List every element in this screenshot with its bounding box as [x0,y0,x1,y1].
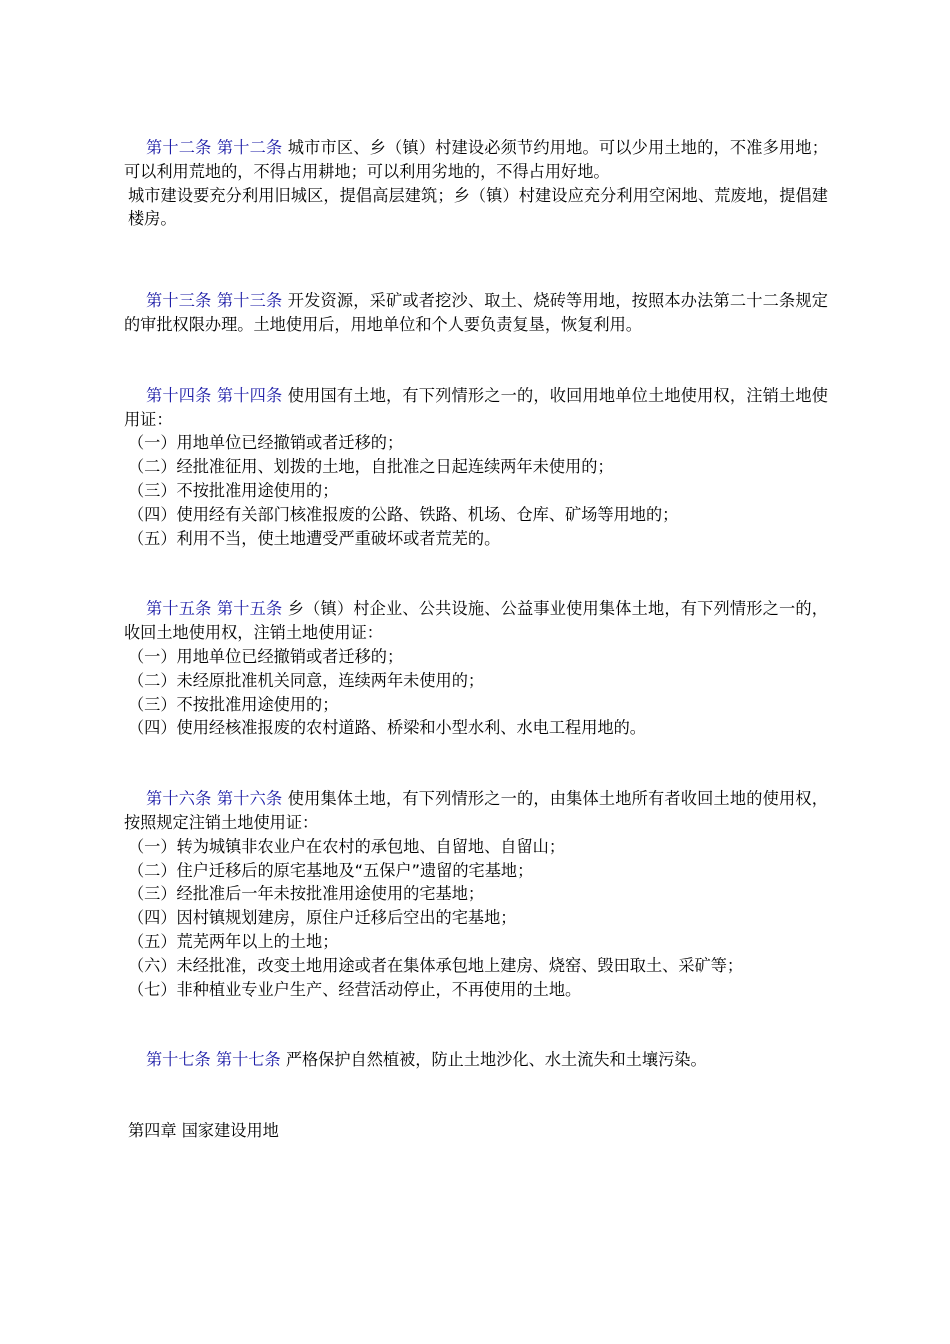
article-12-text: 城市市区、乡（镇）村建设必须节约用地。可以少用土地的，不准多用地；可以利用荒地的，不得占用耕地；可以利用劣地的，不得占用好地。 [124,138,828,181]
article-14-link[interactable]: 第十四条 [146,385,212,405]
list-item: （三）不按批准用途使用的； [128,480,339,500]
article-15 [124,597,828,740]
list-item: （二）未经原批准机关同意，连续两年未使用的； [128,670,485,690]
chapter-heading: 第四章 国家建设用地 [128,1121,279,1141]
list-item: （七）非种植业专业户生产、经营活动停止，不再使用的土地。 [128,979,582,999]
article-15-text: 乡（镇）村企业、公共设施、公益事业使用集体土地，有下列情形之一的，收回土地使用权，注销土地使用证： [124,599,828,643]
article-12-extra: 城市建设要充分利用旧城区，提倡高层建筑；乡（镇）村建设应充分利用空闲地、荒废地，提倡建楼房。 [128,185,828,229]
article-13-text: 开发资源，采矿或者挖沙、取土、烧砖等用地，按照本办法第二十二条规定的审批权限办理。土地使用后，用地单位和个人要负责复垦，恢复利用。 [124,291,828,334]
article-14 [124,384,828,551]
list-item: （二）住户迁移后的原宅基地及“五保户”遗留的宅基地； [128,860,534,880]
article-13-link-repeat[interactable]: 第十三条 [216,291,283,311]
article-16-text: 使用集体土地，有下列情形之一的，由集体土地所有者收回土地的使用权，按照规定注销土地使用证： [124,789,828,832]
article-15-link-repeat[interactable]: 第十五条 [216,599,283,619]
article-13-link[interactable]: 第十三条 [146,291,212,311]
article-16-link-repeat[interactable]: 第十六条 [216,789,283,809]
article-16 [124,787,828,1001]
article-14-body [124,384,828,432]
article-14-link-repeat[interactable]: 第十四条 [216,385,283,405]
article-13 [124,289,828,337]
list-item: （三）经批准后一年未按批准用途使用的宅基地； [128,884,485,904]
spacer [124,1001,828,1048]
list-item: （四）使用经核准报废的农村道路、桥梁和小型水利、水电工程用地的。 [128,718,646,738]
article-13-body [124,289,828,337]
article-15-body [124,597,828,645]
article-17-body [124,1048,828,1072]
article-12-link[interactable]: 第十二条 [146,138,212,157]
article-17 [124,1048,828,1072]
article-14-text: 使用国有土地，有下列情形之一的，收回用地单位土地使用权，注销土地使用证： [124,385,828,429]
spacer [124,740,828,787]
list-item: （六）未经批准，改变土地用途或者在集体承包地上建房、烧窑、毁田取土、采矿等； [128,955,744,975]
article-16-body [124,787,828,835]
list-item: （一）用地单位已经撤销或者迁移的； [128,646,404,666]
list-item: （四）因村镇规划建房，原住户迁移后空出的宅基地； [128,908,517,928]
spacer [124,1072,828,1119]
list-item: （五）利用不当，使土地遭受严重破坏或者荒芜的。 [128,528,501,548]
article-15-link[interactable]: 第十五条 [146,599,212,619]
list-item: （二）经批准征用、划拨的土地，自批准之日起连续两年未使用的； [128,457,614,477]
article-16-link[interactable]: 第十六条 [146,789,212,809]
spacer [124,337,828,384]
list-item: （三）不按批准用途使用的； [128,694,339,714]
list-item: （一）用地单位已经撤销或者迁移的； [128,433,404,453]
article-17-text: 严格保护自然植被，防止土地沙化、水土流失和土壤污染。 [285,1050,707,1070]
spacer [124,550,828,597]
article-17-link[interactable]: 第十七条 [146,1050,211,1070]
list-item: （四）使用经有关部门核准报废的公路、铁路、机场、仓库、矿场等用地的； [128,504,679,524]
list-item: （一）转为城镇非农业户在农村的承包地、自留地、自留山； [128,836,566,856]
list-item: （五）荒芜两年以上的土地； [128,931,339,951]
article-12-body [124,136,828,184]
spacer [124,231,828,289]
article-17-link-repeat[interactable]: 第十七条 [215,1050,281,1070]
document-page [124,136,828,1143]
article-12 [124,136,828,231]
article-12-link-repeat[interactable]: 第十二条 [216,138,283,157]
